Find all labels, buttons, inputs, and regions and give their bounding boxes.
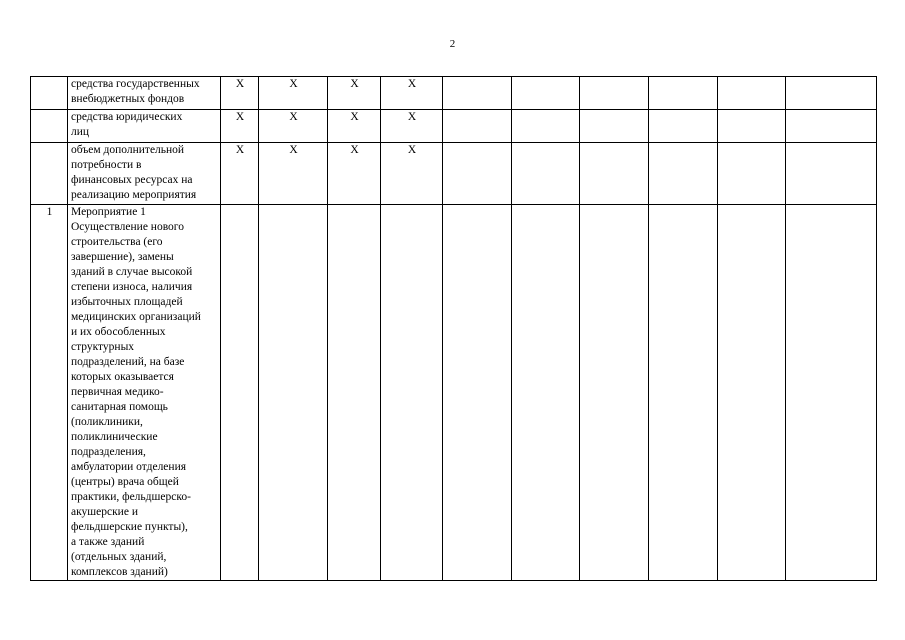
value-cell: [512, 110, 580, 143]
table-row: [31, 143, 877, 205]
value-cell: [580, 143, 649, 205]
row-label-cell: [68, 77, 221, 110]
value-cell: [718, 77, 786, 110]
row-label-cell: [68, 110, 221, 143]
value-cell: [443, 77, 512, 110]
row-label-cell: [68, 143, 221, 205]
row-label-text: объем дополнительной потребности в финансовых ресурсах на реализацию мероприятия: [71, 144, 197, 201]
table-row: [31, 205, 877, 581]
row-number-cell: [31, 143, 68, 205]
value-cell: [221, 205, 259, 581]
value-cell: [786, 205, 877, 581]
value-cell: [786, 77, 877, 110]
value-cell: X: [381, 143, 443, 205]
value-cell: X: [259, 110, 328, 143]
value-cell: [786, 110, 877, 143]
value-cell: [443, 110, 512, 143]
value-cell: [718, 205, 786, 581]
value-cell: [649, 110, 718, 143]
table-row: [31, 110, 877, 143]
value-cell: [443, 143, 512, 205]
value-cell: X: [221, 143, 259, 205]
row-label-text: Мероприятие 1 Осуществление нового строительства (его завершение), замены зданий в случае высокой степени износа, наличия избыточных площадей медицинских организаций и их обособленных структурных подразделений, на базе которых оказывается первичная медико- санитарная помощь (поликлиники, поликлинические подразделения, амбулатории отделения (центры) врача общей практики, фельдшерско- акушерские и фельдшерские пункты), а также зданий (отдельных зданий, комплексов зданий): [71, 206, 201, 578]
value-cell: X: [221, 77, 259, 110]
value-cell: [649, 77, 718, 110]
value-cell: [580, 205, 649, 581]
row-number-cell: [31, 110, 68, 143]
row-label-text: средства юридических лиц: [71, 111, 183, 138]
value-cell: X: [381, 110, 443, 143]
row-label-cell: [68, 205, 221, 581]
value-cell: [718, 143, 786, 205]
value-cell: [328, 205, 381, 581]
value-cell: X: [259, 77, 328, 110]
row-number-cell: 1: [31, 205, 68, 581]
value-cell: [580, 77, 649, 110]
value-cell: [443, 205, 512, 581]
value-cell: [512, 77, 580, 110]
value-cell: [649, 205, 718, 581]
row-number-cell: [31, 77, 68, 110]
page-number: 2: [449, 38, 456, 50]
value-cell: X: [328, 110, 381, 143]
table-row: [31, 77, 877, 110]
value-cell: [512, 205, 580, 581]
value-cell: [580, 110, 649, 143]
value-cell: X: [259, 143, 328, 205]
value-cell: [259, 205, 328, 581]
value-cell: [512, 143, 580, 205]
financing-table: [30, 76, 877, 581]
value-cell: [718, 110, 786, 143]
value-cell: X: [381, 77, 443, 110]
value-cell: X: [221, 110, 259, 143]
value-cell: [786, 143, 877, 205]
row-label-text: средства государственных внебюджетных фондов: [71, 78, 200, 105]
value-cell: [381, 205, 443, 581]
value-cell: [649, 143, 718, 205]
value-cell: X: [328, 143, 381, 205]
value-cell: X: [328, 77, 381, 110]
